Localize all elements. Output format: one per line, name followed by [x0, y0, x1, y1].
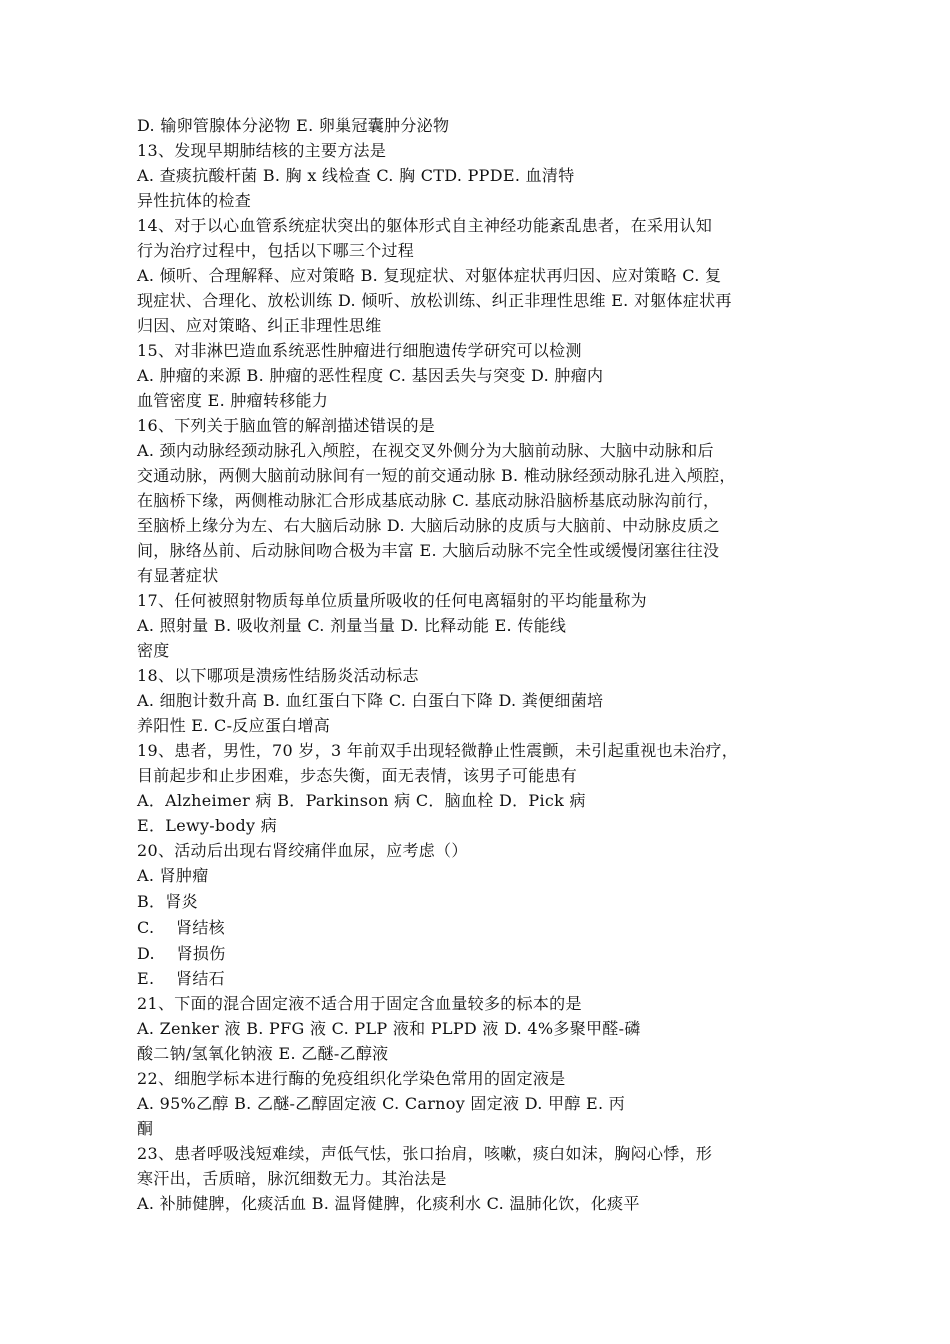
option-line: 酸二钠/氢氧化钠液 E. 乙醚-乙醇液	[137, 1044, 389, 1063]
option-c: C. 肾结核	[137, 918, 225, 937]
option-line: 间，脉络丛前、后动脉间吻合极为丰富 E. 大脑后动脉不完全性或缓慢闭塞往往没	[137, 541, 720, 560]
question-14: 14、对于以心血管系统症状突出的躯体形式自主神经功能紊乱患者，在采用认知	[137, 216, 713, 235]
option-d: D. 肾损伤	[137, 944, 226, 963]
option-line: 归因、应对策略、纠正非理性思维	[137, 316, 382, 335]
question-19: 19、患者，男性，70 岁，3 年前双手出现轻微静止性震颤，未引起重视也未治疗，	[137, 741, 739, 760]
option-line: 有显著症状	[137, 566, 219, 585]
option-line: A. 补肺健脾，化痰活血 B. 温肾健脾，化痰利水 C. 温肺化饮，化痰平	[137, 1194, 640, 1213]
option-line: 异性抗体的检查	[137, 191, 252, 210]
option-line: A. 细胞计数升高 B. 血红蛋白下降 C. 白蛋白下降 D. 粪便细菌培	[137, 691, 604, 710]
option-line: 至脑桥上缘分为左、右大脑后动脉 D. 大脑后动脉的皮质与大脑前、中动脉皮质之	[137, 516, 720, 535]
question-18: 18、以下哪项是溃疡性结肠炎活动标志	[137, 666, 419, 685]
option-e: E. 肾结石	[137, 969, 225, 988]
option-line: D. 输卵管腺体分泌物 E. 卵巢冠囊肿分泌物	[137, 116, 450, 135]
question-15: 15、对非淋巴造血系统恶性肿瘤进行细胞遗传学研究可以检测	[137, 341, 582, 360]
option-line: 养阳性 E. C-反应蛋白增高	[137, 716, 331, 735]
question-19-cont: 目前起步和止步困难，步态失衡，面无表情，该男子可能患有	[137, 766, 578, 785]
question-22: 22、细胞学标本进行酶的免疫组织化学染色常用的固定液是	[137, 1069, 566, 1088]
option-line: A. 查痰抗酸杆菌 B. 胸 x 线检查 C. 胸 CTD. PPDE. 血清特	[137, 166, 575, 185]
question-14-cont: 行为治疗过程中，包括以下哪三个过程	[137, 241, 415, 260]
option-line: A. Zenker 液 B. PFG 液 C. PLP 液和 PLPD 液 D. 4%多聚甲醛-磷	[137, 1019, 641, 1038]
question-16: 16、下列关于脑血管的解剖描述错误的是	[137, 416, 436, 435]
question-17: 17、任何被照射物质每单位质量所吸收的任何电离辐射的平均能量称为	[137, 591, 647, 610]
question-20: 20、活动后出现右肾绞痛伴血尿，应考虑（）	[137, 841, 468, 860]
option-b: B．肾炎	[137, 892, 198, 911]
option-line: A. 95%乙醇 B. 乙醚-乙醇固定液 C. Carnoy 固定液 D. 甲醇 E. 丙	[137, 1094, 626, 1113]
option-line: E．Lewy-body 病	[137, 816, 278, 835]
question-23: 23、患者呼吸浅短难续，声低气怯，张口抬肩，咳嗽，痰白如沫，胸闷心悸，形	[137, 1144, 713, 1163]
question-13: 13、发现早期肺结核的主要方法是	[137, 141, 387, 160]
option-line: A. 颈内动脉经颈动脉孔入颅腔，在视交叉外侧分为大脑前动脉、大脑中动脉和后	[137, 441, 714, 460]
option-line: A．Alzheimer 病 B．Parkinson 病 C．脑血栓 D．Pick 病	[137, 791, 586, 810]
option-line: 现症状、合理化、放松训练 D. 倾听、放松训练、纠正非理性思维 E. 对躯体症状再	[137, 291, 732, 310]
option-line: A. 肿瘤的来源 B. 肿瘤的恶性程度 C. 基因丢失与突变 D. 肿瘤内	[137, 366, 604, 385]
question-23-cont: 寒汗出，舌质暗，脉沉细数无力。其治法是	[137, 1169, 447, 1188]
option-line: 血管密度 E. 肿瘤转移能力	[137, 391, 329, 410]
option-line: 酮	[137, 1119, 154, 1138]
option-line: A. 倾听、合理解释、应对策略 B. 复现症状、对躯体症状再归因、应对策略 C. 复	[137, 266, 722, 285]
option-line: 密度	[137, 641, 170, 660]
question-21: 21、下面的混合固定液不适合用于固定含血量较多的标本的是	[137, 994, 582, 1013]
option-line: 交通动脉，两侧大脑前动脉间有一短的前交通动脉 B. 椎动脉经颈动脉孔进入颅腔，	[137, 466, 736, 485]
option-a: A. 肾肿瘤	[137, 866, 209, 885]
document-body	[137, 113, 817, 1216]
option-line: A. 照射量 B. 吸收剂量 C. 剂量当量 D. 比释动能 E. 传能线	[137, 616, 567, 635]
option-line: 在脑桥下缘，两侧椎动脉汇合形成基底动脉 C. 基底动脉沿脑桥基底动脉沟前行，	[137, 491, 720, 510]
